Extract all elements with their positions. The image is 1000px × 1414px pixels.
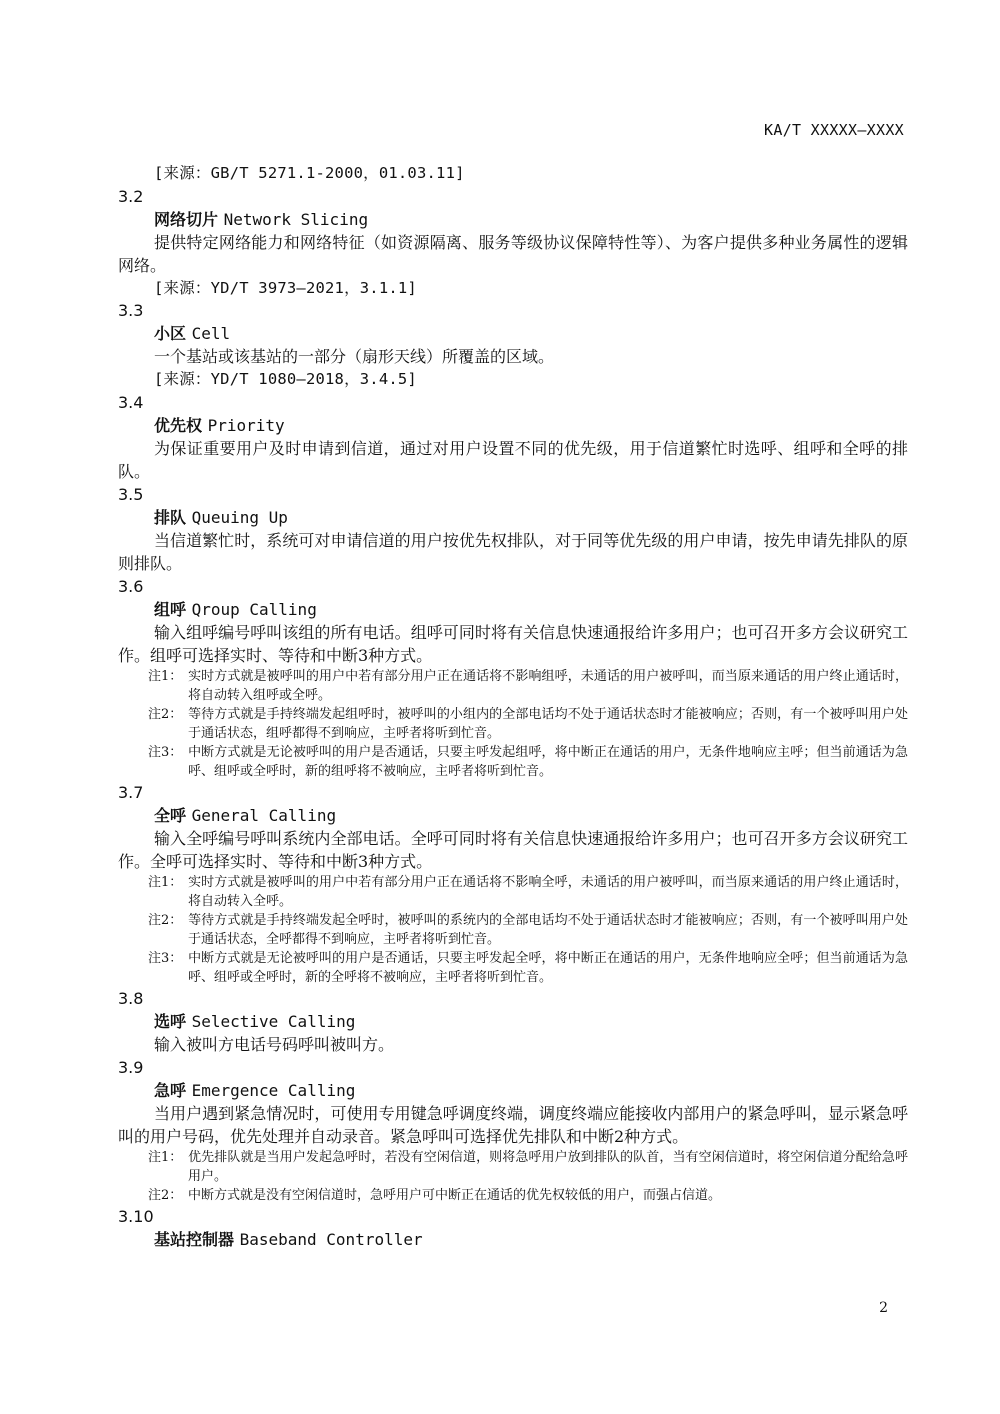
- term-chinese: 小区: [154, 324, 187, 343]
- term-english: General Calling: [191, 805, 337, 825]
- term-definition: 提供特定网络能力和网络特征（如资源隔离、服务等级协议保障特性等）、为客户提供多种业务属性的逻辑网络。: [118, 232, 908, 275]
- term-english: Priority: [207, 415, 285, 435]
- term-heading: [154, 1079, 908, 1102]
- note-label: 注1：: [148, 668, 183, 684]
- term-note: [148, 911, 908, 949]
- term-english: Emergence Calling: [191, 1080, 356, 1100]
- term-note: [148, 1186, 908, 1205]
- note-text: 优先排队就是当用户发起急呼时，若没有空闲信道，则将急呼用户放到排队的队首，当有空闲信道时，将空闲信道分配给急呼用户。: [188, 1149, 908, 1184]
- term-heading: [154, 1010, 908, 1033]
- term-note: [148, 873, 908, 911]
- note-text: 中断方式就是无论被呼叫的用户是否通话，只要主呼发起组呼，将中断正在通话的用户，无条件地响应主呼；但当前通话为急呼、组呼或全呼时，新的组呼将不被响应，主呼者将听到忙音。: [188, 744, 908, 779]
- section-number: 3.7: [118, 782, 144, 802]
- term-chinese: 基站控制器: [154, 1229, 235, 1249]
- section-number: 3.5: [118, 484, 144, 504]
- term-definition: 输入组呼编号呼叫该组的所有电话。组呼可同时将有关信息快速通报给许多用户；也可召开多方会议研究工作。组呼可选择实时、等待和中断3种方式。: [118, 622, 908, 665]
- note-label: 注2：: [148, 912, 183, 928]
- term-definition: 当信道繁忙时，系统可对申请信道的用户按优先权排队，对于同等优先级的用户申请，按先申请先排队的原则排队。: [118, 530, 908, 573]
- term-chinese: 组呼: [154, 599, 187, 619]
- note-label: 注3：: [148, 744, 183, 760]
- note-label: 注1：: [148, 1149, 183, 1165]
- term-heading: [154, 1228, 908, 1251]
- section-number: 3.6: [118, 576, 144, 596]
- term-definition: 一个基站或该基站的一部分（扇形天线）所覆盖的区域。: [154, 347, 555, 366]
- page-number: 2: [879, 1300, 888, 1316]
- term-chinese: 全呼: [154, 805, 187, 825]
- term-english: Qroup Calling: [191, 599, 317, 619]
- term-note: [148, 1148, 908, 1186]
- term-definition: 输入被叫方电话号码呼叫被叫方。: [154, 1034, 395, 1054]
- note-text: 中断方式就是无论被呼叫的用户是否通话，只要主呼发起全呼，将中断正在通话的用户，无条件地响应全呼；但当前通话为急呼、组呼或全呼时，新的全呼将不被响应，主呼者将听到忙音。: [188, 950, 908, 985]
- term-heading: [154, 598, 908, 621]
- term-english: Cell: [191, 324, 231, 343]
- term-chinese: 选呼: [154, 1011, 187, 1031]
- section-number: 3.4: [118, 392, 144, 412]
- term-english: Baseband Controller: [239, 1229, 423, 1249]
- term-source: [来源：YD/T 1080—2018，3.4.5]: [154, 370, 417, 388]
- note-text: 中断方式就是没有空闲信道时，急呼用户可中断正在通话的优先权较低的用户，而强占信道。: [188, 1187, 722, 1203]
- document-code: KA/T XXXXX—XXXX: [764, 121, 904, 139]
- note-label: 注2：: [148, 1187, 183, 1203]
- term-source: [来源：GB/T 5271.1-2000，01.03.11]: [154, 164, 465, 182]
- note-text: 实时方式就是被呼叫的用户中若有部分用户正在通话将不影响全呼，未通话的用户被呼叫，而当原来通话的用户终止通话时，将自动转入全呼。: [188, 874, 908, 909]
- term-heading: [154, 322, 908, 345]
- note-label: 注3：: [148, 950, 183, 966]
- term-english: Network Slicing: [223, 209, 369, 229]
- term-heading: [154, 414, 908, 437]
- note-label: 注2：: [148, 706, 183, 722]
- term-chinese: 优先权: [154, 415, 203, 435]
- document-body: [118, 162, 908, 1251]
- section-number: 3.2: [118, 186, 144, 206]
- term-definition: 当用户遇到紧急情况时，可使用专用键急呼调度终端，调度终端应能接收内部用户的紧急呼叫，显示紧急呼叫的用户号码，优先处理并自动录音。紧急呼叫可选择优先排队和中断2种方式。: [118, 1103, 908, 1146]
- term-chinese: 网络切片: [154, 209, 219, 229]
- term-chinese: 排队: [154, 507, 187, 527]
- term-note: [148, 743, 908, 781]
- term-definition: 为保证重要用户及时申请到信道，通过对用户设置不同的优先级，用于信道繁忙时选呼、组呼和全呼的排队。: [118, 438, 908, 481]
- note-label: 注1：: [148, 874, 183, 890]
- term-definition: 输入全呼编号呼叫系统内全部电话。全呼可同时将有关信息快速通报给许多用户；也可召开多方会议研究工作。全呼可选择实时、等待和中断3种方式。: [118, 828, 908, 871]
- section-number: 3.8: [118, 988, 144, 1008]
- term-heading: [154, 804, 908, 827]
- term-english: Selective Calling: [191, 1011, 356, 1031]
- term-note: [148, 949, 908, 987]
- section-number: 3.10: [118, 1206, 154, 1226]
- section-number: 3.9: [118, 1057, 144, 1077]
- term-note: [148, 667, 908, 705]
- note-text: 实时方式就是被呼叫的用户中若有部分用户正在通话将不影响组呼，未通话的用户被呼叫，而当原来通话的用户终止通话时，将自动转入组呼或全呼。: [188, 668, 908, 703]
- term-note: [148, 705, 908, 743]
- term-heading: [154, 506, 908, 529]
- note-text: 等待方式就是手持终端发起全呼时，被呼叫的系统内的全部电话均不处于通话状态时才能被响应；否则，有一个被呼叫用户处于通话状态，全呼都得不到响应，主呼者将听到忙音。: [188, 912, 908, 947]
- term-source: [来源：YD/T 3973—2021，3.1.1]: [154, 278, 417, 297]
- section-number: 3.3: [118, 301, 144, 320]
- term-chinese: 急呼: [154, 1080, 187, 1100]
- note-text: 等待方式就是手持终端发起组呼时，被呼叫的小组内的全部电话均不处于通话状态时才能被响应；否则，有一个被呼叫用户处于通话状态，组呼都得不到响应，主呼者将听到忙音。: [188, 706, 908, 741]
- term-heading: [154, 208, 908, 231]
- term-english: Queuing Up: [191, 507, 288, 527]
